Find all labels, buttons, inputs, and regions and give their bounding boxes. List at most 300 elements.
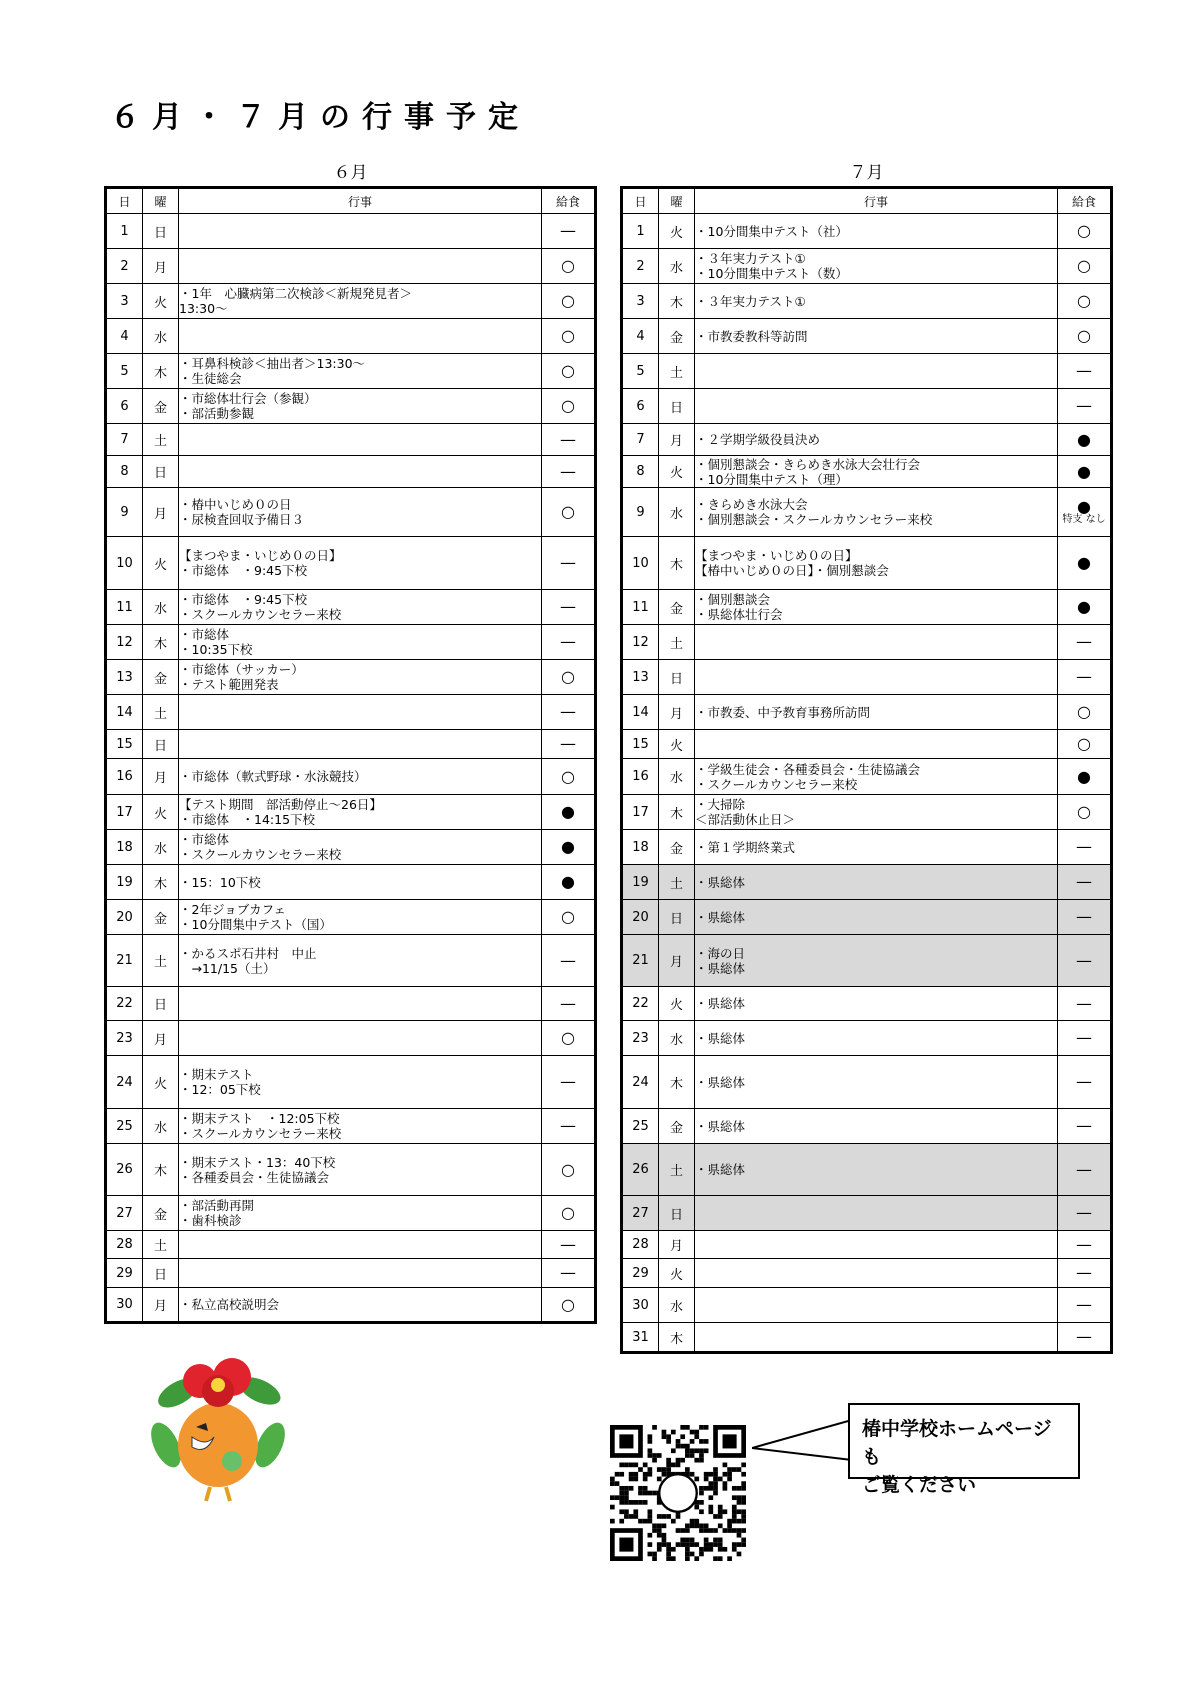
lunch-mark: ● (1077, 461, 1091, 481)
table-row (622, 424, 1112, 456)
lunch-cell (542, 537, 596, 590)
table-row (622, 695, 1112, 730)
day-cell: 4 (106, 319, 143, 354)
event-cell (179, 695, 542, 730)
day-cell: 16 (622, 759, 659, 795)
table-row (622, 249, 1112, 284)
event-cell (179, 424, 542, 456)
weekday-cell: 火 (659, 987, 695, 1021)
weekday-cell: 月 (659, 695, 695, 730)
col-header-lunch: 給食 (542, 188, 596, 214)
lunch-cell (542, 1259, 596, 1288)
event-cell: ・市総体壮行会（参観） ・部活動参観 (179, 389, 542, 424)
weekday-cell: 水 (659, 488, 695, 537)
table-row (622, 590, 1112, 625)
lunch-mark: — (1076, 1295, 1092, 1314)
weekday-cell: 日 (659, 660, 695, 695)
table-row (622, 1109, 1112, 1144)
lunch-cell (1058, 1109, 1112, 1144)
day-cell: 12 (106, 625, 143, 660)
lunch-cell (542, 389, 596, 424)
table-row (622, 214, 1112, 249)
event-cell: ・個別懇談会 ・県総体壮行会 (695, 590, 1058, 625)
day-cell: 22 (622, 987, 659, 1021)
lunch-mark: ○ (561, 1028, 575, 1047)
day-cell: 30 (622, 1288, 659, 1323)
event-cell: ・３年実力テスト① (695, 284, 1058, 319)
event-cell (695, 1259, 1058, 1288)
weekday-cell: 月 (143, 249, 179, 284)
lunch-mark: ○ (561, 291, 575, 310)
lunch-cell (542, 488, 596, 537)
event-cell: ・県総体 (695, 1144, 1058, 1196)
lunch-cell (1058, 590, 1112, 625)
table-row (622, 625, 1112, 660)
table-row (106, 389, 596, 424)
event-cell: ・15：10下校 (179, 865, 542, 900)
event-cell: ・県総体 (695, 1056, 1058, 1109)
weekday-cell: 土 (659, 1144, 695, 1196)
lunch-mark: ○ (1077, 291, 1091, 310)
lunch-cell (542, 695, 596, 730)
weekday-cell: 水 (143, 830, 179, 865)
june-title: ６月 (333, 163, 368, 183)
weekday-cell: 日 (659, 900, 695, 935)
day-cell: 2 (106, 249, 143, 284)
lunch-cell (1058, 389, 1112, 424)
day-cell: 22 (106, 987, 143, 1021)
lunch-cell (1058, 795, 1112, 830)
lunch-cell (1058, 319, 1112, 354)
lunch-mark: — (1076, 632, 1092, 651)
event-cell: ・2年ジョブカフェ ・10分間集中テスト（国） (179, 900, 542, 935)
lunch-cell (542, 660, 596, 695)
lunch-cell (542, 1056, 596, 1109)
table-row (622, 935, 1112, 987)
lunch-mark: — (560, 1263, 576, 1282)
lunch-cell (1058, 987, 1112, 1021)
col-header-event: 行事 (179, 188, 542, 214)
table-row (106, 354, 596, 389)
day-cell: 15 (106, 730, 143, 759)
day-cell: 19 (106, 865, 143, 900)
lunch-mark: ● (1077, 766, 1091, 786)
weekday-cell: 月 (143, 759, 179, 795)
lunch-mark: — (1076, 872, 1092, 891)
lunch-cell (1058, 660, 1112, 695)
weekday-cell: 日 (143, 456, 179, 488)
lunch-mark: ○ (561, 1294, 575, 1314)
day-cell: 19 (622, 865, 659, 900)
lunch-cell (1058, 488, 1112, 537)
event-cell (695, 389, 1058, 424)
col-header-day: 日 (106, 188, 143, 214)
day-cell: 9 (106, 488, 143, 537)
weekday-cell: 月 (143, 1288, 179, 1323)
event-cell (179, 249, 542, 284)
lunch-cell (542, 1144, 596, 1196)
weekday-cell: 水 (659, 1288, 695, 1323)
event-cell: ・県総体 (695, 1109, 1058, 1144)
event-cell: ・部活動再開 ・歯科検診 (179, 1196, 542, 1231)
col-header-lunch: 給食 (1058, 188, 1112, 214)
table-row (106, 424, 596, 456)
july-title: ７月 (849, 163, 884, 183)
lunch-mark: — (560, 702, 576, 721)
event-cell: ・期末テスト ・12：05下校 (179, 1056, 542, 1109)
day-cell: 12 (622, 625, 659, 660)
lunch-mark: ○ (561, 667, 575, 686)
day-cell: 14 (106, 695, 143, 730)
lunch-cell (542, 865, 596, 900)
day-cell: 18 (622, 830, 659, 865)
lunch-cell (1058, 537, 1112, 590)
table-row (106, 590, 596, 625)
day-cell: 26 (106, 1144, 143, 1196)
event-cell: 【テスト期間 部活動停止～26日】 ・市総体 ・14:15下校 (179, 795, 542, 830)
weekday-cell: 土 (143, 935, 179, 987)
lunch-mark: — (560, 993, 576, 1013)
lunch-cell (1058, 759, 1112, 795)
event-cell: ・２学期学級役員決め (695, 424, 1058, 456)
lunch-cell (1058, 695, 1112, 730)
day-cell: 24 (106, 1056, 143, 1109)
june-table (104, 186, 597, 1324)
day-cell: 23 (106, 1021, 143, 1056)
col-header-day: 日 (622, 188, 659, 214)
day-cell: 16 (106, 759, 143, 795)
weekday-cell: 土 (143, 1231, 179, 1259)
lunch-mark: — (1076, 396, 1092, 415)
callout-line-1: 椿中学校ホームページも (862, 1418, 1052, 1468)
day-cell: 1 (622, 214, 659, 249)
lunch-mark: — (1076, 1203, 1092, 1222)
day-cell: 4 (622, 319, 659, 354)
page-title: ６月・７月の行事予定 (110, 100, 530, 135)
lunch-mark: ○ (561, 1203, 575, 1222)
weekday-cell: 日 (143, 730, 179, 759)
lunch-mark: — (1076, 1159, 1092, 1179)
day-cell: 28 (106, 1231, 143, 1259)
lunch-mark: ● (1077, 496, 1091, 516)
day-cell: 7 (622, 424, 659, 456)
lunch-mark: ● (561, 837, 575, 856)
lunch-cell (1058, 1021, 1112, 1056)
lunch-mark: — (1076, 1116, 1092, 1135)
lunch-cell (542, 1109, 596, 1144)
lunch-mark: ● (1077, 429, 1091, 449)
event-cell (179, 987, 542, 1021)
lunch-cell (542, 795, 596, 830)
lunch-cell (542, 456, 596, 488)
day-cell: 17 (106, 795, 143, 830)
weekday-cell: 日 (143, 987, 179, 1021)
table-row (106, 1259, 596, 1288)
event-cell (695, 1196, 1058, 1231)
day-cell: 27 (622, 1196, 659, 1231)
event-cell: ・第１学期終業式 (695, 830, 1058, 865)
table-row (106, 730, 596, 759)
table-row (622, 1323, 1112, 1353)
lunch-mark: ○ (1077, 702, 1091, 721)
weekday-cell: 月 (659, 424, 695, 456)
lunch-mark: ● (561, 872, 575, 891)
day-cell: 20 (106, 900, 143, 935)
weekday-cell: 土 (659, 865, 695, 900)
event-cell: ・県総体 (695, 987, 1058, 1021)
lunch-note: 特支 なし (1062, 513, 1106, 525)
event-cell: ・私立高校説明会 (179, 1288, 542, 1323)
event-cell: ・市教委教科等訪問 (695, 319, 1058, 354)
lunch-cell (1058, 1144, 1112, 1196)
lunch-mark: — (560, 221, 576, 240)
lunch-mark: — (560, 553, 576, 572)
table-row (622, 900, 1112, 935)
table-row (106, 935, 596, 987)
weekday-cell: 火 (143, 284, 179, 319)
lunch-mark: — (560, 734, 576, 753)
lunch-cell (542, 1231, 596, 1259)
weekday-cell: 金 (143, 389, 179, 424)
table-row (622, 1231, 1112, 1259)
day-cell: 29 (622, 1259, 659, 1288)
lunch-cell (1058, 1323, 1112, 1353)
lunch-mark: ○ (561, 502, 575, 521)
day-cell: 3 (622, 284, 659, 319)
table-row (622, 319, 1112, 354)
lunch-mark: ○ (1077, 256, 1091, 275)
day-cell: 30 (106, 1288, 143, 1323)
table-row (622, 537, 1112, 590)
lunch-cell (1058, 1288, 1112, 1323)
lunch-mark: ○ (1077, 326, 1091, 345)
table-row (622, 1196, 1112, 1231)
july-schedule (620, 160, 1113, 1354)
day-cell: 20 (622, 900, 659, 935)
lunch-mark: — (560, 1234, 576, 1254)
lunch-mark: — (560, 597, 576, 616)
lunch-cell (542, 214, 596, 249)
lunch-cell (542, 319, 596, 354)
event-cell (179, 1231, 542, 1259)
day-cell: 25 (622, 1109, 659, 1144)
weekday-cell: 火 (659, 1259, 695, 1288)
lunch-mark: — (1076, 1028, 1092, 1047)
lunch-cell (1058, 900, 1112, 935)
lunch-mark: ○ (561, 766, 575, 786)
table-row (106, 214, 596, 249)
event-cell (179, 319, 542, 354)
weekday-cell: 火 (143, 537, 179, 590)
col-header-dow: 曜 (659, 188, 695, 214)
lunch-mark: ○ (1077, 802, 1091, 821)
table-row (106, 695, 596, 730)
weekday-cell: 木 (659, 537, 695, 590)
event-cell: ・1年 心臓病第二次検診＜新規発見者＞ 13:30～ (179, 284, 542, 319)
event-cell (179, 730, 542, 759)
weekday-cell: 木 (143, 1144, 179, 1196)
lunch-mark: — (560, 1072, 576, 1091)
table-row (106, 1144, 596, 1196)
table-row (106, 284, 596, 319)
weekday-cell: 月 (143, 1021, 179, 1056)
day-cell: 13 (106, 660, 143, 695)
event-cell: ・椿中いじめ０の日 ・尿検査回収予備日３ (179, 488, 542, 537)
table-header-row (622, 188, 1112, 214)
table-row (106, 660, 596, 695)
table-row (106, 759, 596, 795)
table-row (106, 865, 596, 900)
event-cell: ・個別懇談会・きらめき水泳大会壮行会 ・10分間集中テスト（理） (695, 456, 1058, 488)
lunch-cell (542, 1021, 596, 1056)
event-cell: ・大掃除 ＜部活動休止日＞ (695, 795, 1058, 830)
callout-line-2: ご覧ください (862, 1474, 977, 1496)
weekday-cell: 金 (659, 590, 695, 625)
event-cell: ・かるスポ石井村 中止 →11/15（土） (179, 935, 542, 987)
june-schedule (104, 160, 597, 1324)
table-row (106, 1196, 596, 1231)
weekday-cell: 木 (659, 284, 695, 319)
table-header-row (106, 188, 596, 214)
lunch-mark: — (560, 632, 576, 651)
day-cell: 8 (622, 456, 659, 488)
lunch-mark: — (1076, 907, 1092, 926)
lunch-cell (542, 759, 596, 795)
lunch-cell (542, 249, 596, 284)
weekday-cell: 水 (143, 319, 179, 354)
lunch-mark: — (1076, 837, 1092, 856)
day-cell: 7 (106, 424, 143, 456)
lunch-cell (542, 935, 596, 987)
lunch-cell (542, 354, 596, 389)
weekday-cell: 水 (659, 759, 695, 795)
day-cell: 26 (622, 1144, 659, 1196)
table-row (106, 1231, 596, 1259)
weekday-cell: 月 (659, 1231, 695, 1259)
weekday-cell: 金 (659, 1109, 695, 1144)
lunch-cell (1058, 1196, 1112, 1231)
lunch-cell (542, 987, 596, 1021)
day-cell: 11 (622, 590, 659, 625)
weekday-cell: 金 (659, 830, 695, 865)
event-cell: ・耳鼻科検診＜抽出者＞13:30～ ・生徒総会 (179, 354, 542, 389)
callout-tail (752, 1408, 852, 1468)
lunch-mark: — (1076, 1072, 1092, 1091)
table-row (106, 625, 596, 660)
weekday-cell: 日 (659, 389, 695, 424)
event-cell (695, 730, 1058, 759)
event-cell: ・市教委、中予教育事務所訪問 (695, 695, 1058, 730)
lunch-cell (1058, 249, 1112, 284)
table-row (106, 537, 596, 590)
weekday-cell: 木 (143, 625, 179, 660)
event-cell (179, 456, 542, 488)
lunch-cell (1058, 424, 1112, 456)
event-cell: 【まつやま・いじめ０の日】 【椿中いじめ０の日】・個別懇談会 (695, 537, 1058, 590)
lunch-cell (542, 590, 596, 625)
lunch-mark: — (1076, 1234, 1092, 1254)
day-cell: 2 (622, 249, 659, 284)
lunch-cell (1058, 1259, 1112, 1288)
day-cell: 9 (622, 488, 659, 537)
table-row (622, 488, 1112, 537)
day-cell: 3 (106, 284, 143, 319)
lunch-mark: — (1076, 950, 1092, 970)
lunch-cell (542, 900, 596, 935)
table-row (106, 795, 596, 830)
day-cell: 1 (106, 214, 143, 249)
camellia-mascot-icon (148, 1355, 288, 1505)
weekday-cell: 火 (659, 730, 695, 759)
day-cell: 21 (622, 935, 659, 987)
table-row (106, 249, 596, 284)
lunch-cell (1058, 730, 1112, 759)
event-cell (695, 1288, 1058, 1323)
event-cell (179, 214, 542, 249)
event-cell: ・市総体（サッカー） ・テスト範囲発表 (179, 660, 542, 695)
qr-code-icon (610, 1425, 746, 1561)
day-cell: 13 (622, 660, 659, 695)
table-row (622, 1288, 1112, 1323)
day-cell: 27 (106, 1196, 143, 1231)
event-cell: ・海の日 ・県総体 (695, 935, 1058, 987)
table-row (106, 900, 596, 935)
table-row (106, 1109, 596, 1144)
day-cell: 6 (106, 389, 143, 424)
lunch-mark: — (560, 1116, 576, 1135)
lunch-cell (1058, 284, 1112, 319)
lunch-mark: ● (1077, 553, 1091, 572)
weekday-cell: 木 (143, 865, 179, 900)
table-row (106, 456, 596, 488)
event-cell: ・学級生徒会・各種委員会・生徒協議会 ・スクールカウンセラー来校 (695, 759, 1058, 795)
weekday-cell: 土 (659, 354, 695, 389)
lunch-cell (1058, 1056, 1112, 1109)
col-header-dow: 曜 (143, 188, 179, 214)
lunch-cell (542, 1196, 596, 1231)
event-cell (179, 1021, 542, 1056)
weekday-cell: 水 (659, 249, 695, 284)
day-cell: 5 (622, 354, 659, 389)
july-table (620, 186, 1113, 1354)
event-cell: ・きらめき水泳大会 ・個別懇談会・スクールカウンセラー来校 (695, 488, 1058, 537)
table-row (622, 389, 1112, 424)
table-row (622, 1144, 1112, 1196)
event-cell: ・県総体 (695, 865, 1058, 900)
weekday-cell: 金 (143, 900, 179, 935)
weekday-cell: 金 (143, 1196, 179, 1231)
day-cell: 28 (622, 1231, 659, 1259)
event-cell: ・３年実力テスト① ・10分間集中テスト（数） (695, 249, 1058, 284)
lunch-mark: ○ (561, 1159, 575, 1179)
lunch-cell (542, 625, 596, 660)
weekday-cell: 火 (659, 214, 695, 249)
day-cell: 10 (622, 537, 659, 590)
day-cell: 8 (106, 456, 143, 488)
table-row (622, 865, 1112, 900)
event-cell: ・期末テスト・13：40下校 ・各種委員会・生徒協議会 (179, 1144, 542, 1196)
lunch-cell (1058, 935, 1112, 987)
weekday-cell: 日 (143, 214, 179, 249)
table-row (106, 830, 596, 865)
weekday-cell: 月 (659, 935, 695, 987)
table-row (622, 1021, 1112, 1056)
table-row (622, 1056, 1112, 1109)
table-row (622, 660, 1112, 695)
lunch-mark: — (560, 950, 576, 970)
table-row (622, 456, 1112, 488)
lunch-mark: ○ (561, 326, 575, 345)
